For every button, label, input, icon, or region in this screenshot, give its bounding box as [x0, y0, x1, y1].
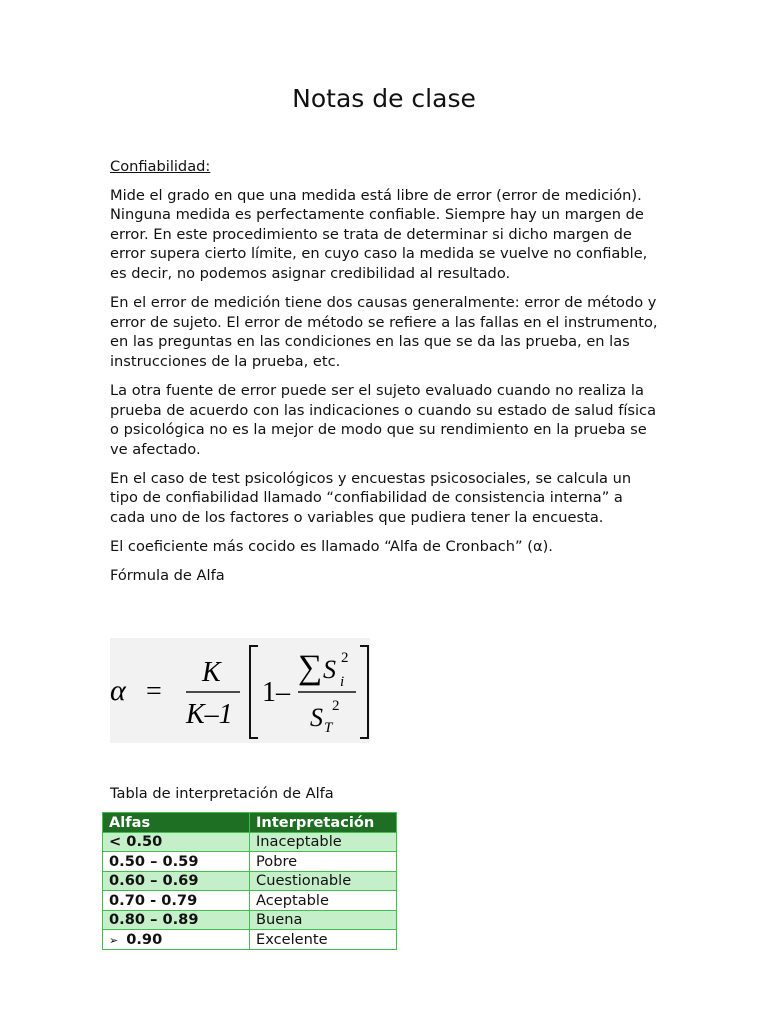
table-cell-interpretation: Buena	[250, 910, 397, 930]
table-header-row	[103, 813, 397, 833]
table-cell-alpha: 0.80 – 0.89	[103, 910, 250, 930]
formula-sigma: ∑	[298, 649, 323, 686]
table-cell-alpha: 0.60 – 0.69	[103, 871, 250, 891]
table-cell-interpretation: Aceptable	[250, 891, 397, 911]
page-title: Notas de clase	[292, 84, 476, 113]
table-cell-alpha	[103, 930, 250, 950]
formula-right-bracket	[360, 646, 368, 738]
arrow-bullet-icon: ➢	[109, 933, 119, 947]
formula-s-denominator: S	[310, 703, 323, 732]
paragraph-cronbach: El coeficiente más cocido es llamado “Alfa de Cronbach” (α).	[110, 538, 553, 556]
table-cell-interpretation: Inaceptable	[250, 832, 397, 852]
table-row	[103, 871, 397, 891]
formula-sub-i: i	[340, 674, 345, 690]
document-body	[110, 157, 662, 586]
table-header-alphas: Alfas	[103, 813, 250, 833]
alpha-formula-image	[110, 638, 370, 743]
table-row	[103, 852, 397, 872]
table-cell-interpretation: Cuestionable	[250, 871, 397, 891]
table-cell-alpha-value: 0.90	[126, 930, 163, 948]
paragraph-internal-consistency: En el caso de test psicológicos y encuestas psicosociales, se calcula un tipo de confiabilidad llamado “confiabilidad de consistencia interna” a cada uno de los factores o variables que pudiera tener la encuesta.	[110, 469, 632, 526]
formula-sub-t: T	[324, 720, 333, 736]
formula-denominator: K–1	[186, 699, 233, 730]
formula-s-numerator: S	[323, 655, 336, 684]
table-cell-interpretation: Pobre	[250, 852, 397, 872]
table-row	[103, 930, 397, 950]
table-caption: Tabla de interpretación de Alfa	[110, 785, 334, 802]
table-cell-alpha: 0.70 - 0.79	[103, 891, 250, 911]
paragraph-subject-error: La otra fuente de error puede ser el sujeto evaluado cuando no realiza la prueba de acuerdo con las indicaciones o cuando su estado de salud física o psicológica no es la mejor de modo que su rendimiento en la prueba se ve afectado.	[110, 381, 657, 458]
formula-numerator: K	[202, 657, 221, 688]
formula-alpha: α	[110, 674, 126, 707]
table-header-interpretation: Interpretación	[250, 813, 397, 833]
alpha-interpretation-table	[102, 812, 397, 950]
table-row	[103, 832, 397, 852]
paragraph-definition: Mide el grado en que una medida está libre de error (error de medición). Ninguna medida es perfectamente confiable. Siempre hay un margen de error. En este procedimiento se trata de determinar si dicho margen de error supera cierto límite, en cuyo caso la medida se vuelve no confiable, es decir, no podemos asignar credibilidad al resultado.	[110, 186, 648, 282]
table-cell-interpretation: Excelente	[250, 930, 397, 950]
formula-sq-numerator: 2	[341, 650, 349, 666]
section-heading: Confiabilidad:	[110, 158, 211, 175]
formula-left-bracket	[250, 646, 258, 738]
formula-label: Fórmula de Alfa	[110, 567, 225, 585]
formula-one-minus: 1–	[262, 677, 290, 708]
table-cell-alpha: 0.50 – 0.59	[103, 852, 250, 872]
table-row	[103, 910, 397, 930]
formula-equals: =	[146, 676, 162, 707]
table-row	[103, 891, 397, 911]
formula-sq-denominator: 2	[332, 698, 340, 714]
paragraph-error-causes: En el error de medición tiene dos causas generalmente: error de método y error de sujeto. El error de método se refiere a las fallas en el instrumento, en las preguntas en las condiciones en las que se da las prueba, en las instrucciones de la prueba, etc.	[110, 294, 658, 370]
table-cell-alpha: < 0.50	[103, 832, 250, 852]
